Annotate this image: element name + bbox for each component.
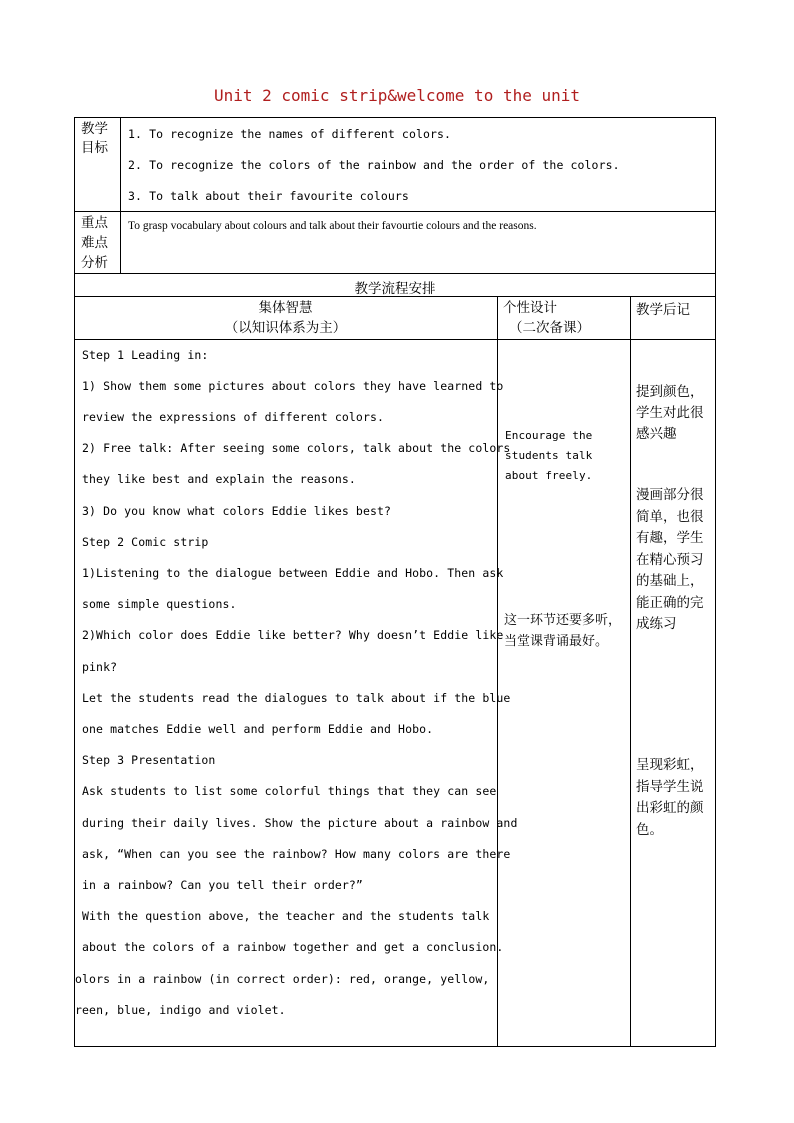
content-line: 2) Free talk: After seeing some colors, talk about the colors [82,441,511,455]
content-line: some simple questions. [82,597,237,611]
row-divider [74,339,716,340]
content-line: one matches Eddie well and perform Eddie and Hobo. [82,722,434,736]
design-note: 这一环节还要多听， 当堂课背诵最好。 [504,613,622,649]
column-header-personal: 个性设计 （二次备课） [503,300,590,336]
reflection-note: 呈现彩虹， 指导学生说 出彩虹的颜 色。 [636,757,704,838]
reflection-note: 漫画部分很 简单，也很 有趣，学生 在精心预习 的基础上， 能正确的完 成练习 [636,487,704,632]
objective-item: 1. To recognize the names of different colors. [128,127,452,141]
row-divider [74,211,716,212]
content-line: in a rainbow? Can you tell their order?” [82,878,363,892]
content-line: Step 2 Comic strip [82,535,209,549]
flow-header: 教学流程安排 [354,281,436,297]
content-line: during their daily lives. Show the picture about a rainbow and [82,816,518,830]
content-line: With the question above, the teacher and the students talk [82,909,490,923]
column-header-collective: 集体智慧 （以知识体系为主） [224,300,347,336]
key-points-text: To grasp vocabulary about colours and talk about their favourtie colours and the reasons. [128,220,537,232]
objectives-label: 教学 目标 [81,121,108,156]
content-line: they like best and explain the reasons. [82,472,356,486]
content-line: Ask students to list some colorful things that they can see [82,784,497,798]
key-points-label: 重点 难点 分析 [81,215,108,271]
content-line: pink? [82,660,118,674]
content-line: Step 1 Leading in: [82,348,209,362]
design-note: Encourage the students talk about freely. [505,429,593,482]
content-line: reen, blue, indigo and violet. [75,1003,286,1017]
content-line: ask, “When can you see the rainbow? How many colors are there [82,847,511,861]
reflection-note: 提到颜色， 学生对此很 感兴趣 [636,384,704,442]
objective-item: 3. To talk about their favourite colours [128,189,409,203]
document-title: Unit 2 comic strip&welcome to the unit [213,86,581,105]
content-line: 1) Show them some pictures about colors they have learned to [82,379,504,393]
content-line: review the expressions of different colors. [82,410,385,424]
objective-item: 2. To recognize the colors of the rainbow and the order of the colors. [128,158,620,172]
content-line: Step 3 Presentation [82,753,216,767]
label-column-divider [120,117,121,273]
content-line: olors in a rainbow (in correct order): red, orange, yellow, [75,972,490,986]
column-divider [497,296,498,1047]
content-line: Let the students read the dialogues to talk about if the blue [82,691,511,705]
column-header-reflection: 教学后记 [636,302,690,318]
row-divider [74,273,716,274]
content-line: about the colors of a rainbow together and get a conclusion. [82,940,504,954]
content-line: 2)Which color does Eddie like better? Why doesn’t Eddie like [82,628,504,642]
column-divider [630,296,631,1047]
lesson-plan-table [74,117,716,1047]
content-line: 1)Listening to the dialogue between Eddie and Hobo. Then ask [82,566,504,580]
content-line: 3) Do you know what colors Eddie likes best? [82,504,392,518]
